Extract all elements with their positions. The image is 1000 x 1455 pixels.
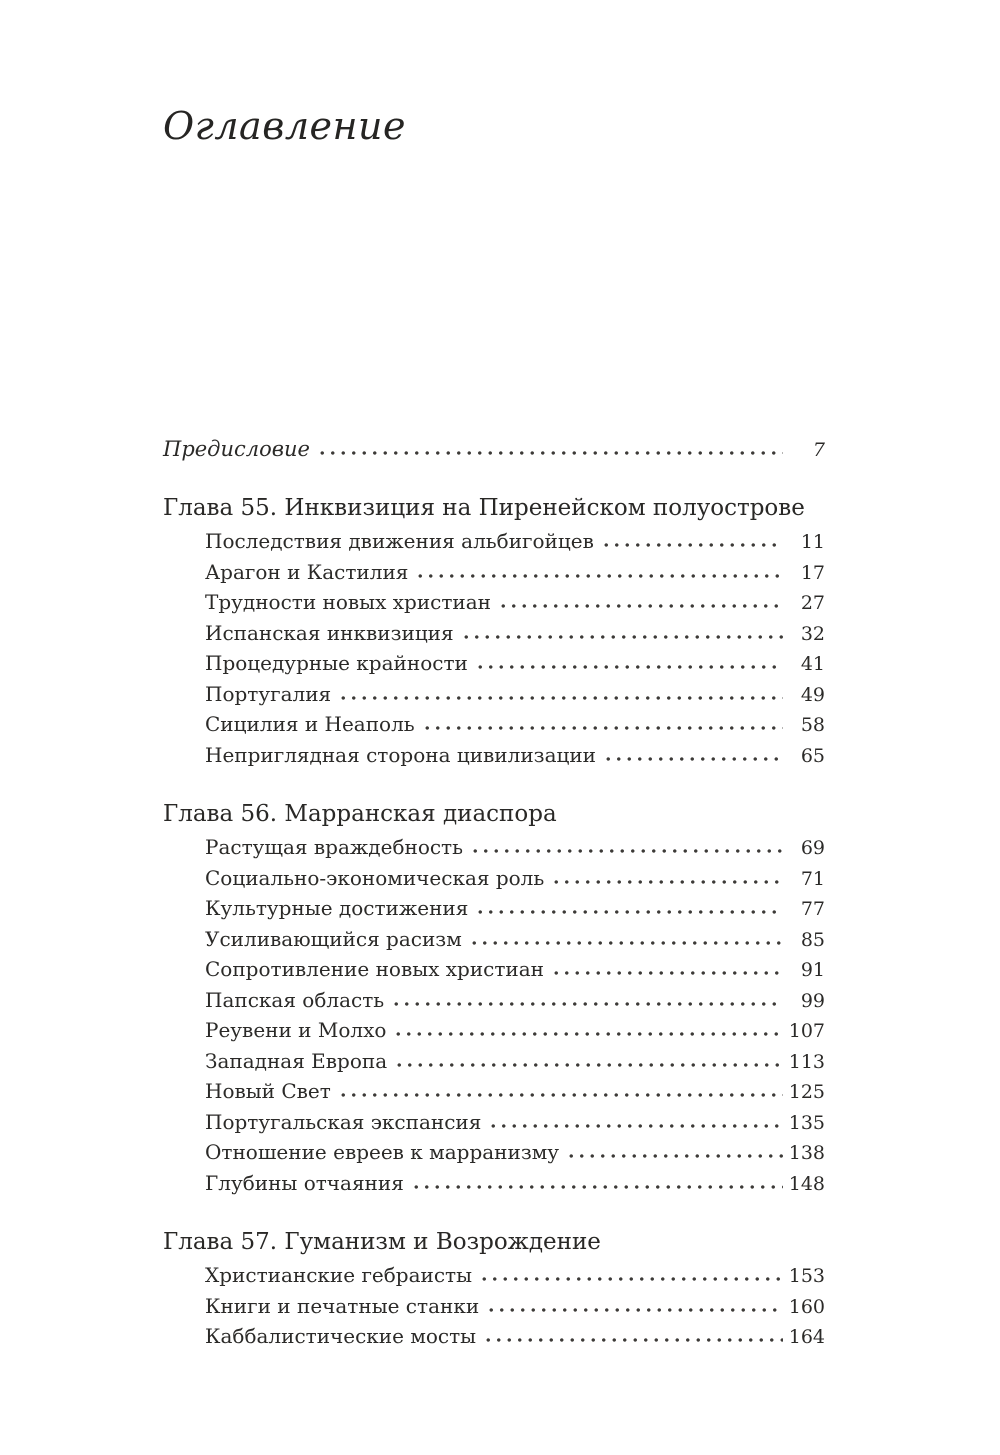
toc-entry-label: Книги и печатные станки	[205, 1293, 480, 1318]
toc-entry-label: Культурные достижения	[205, 896, 469, 921]
toc-entry-page: 58	[800, 714, 825, 737]
toc-entry-preface	[163, 437, 825, 468]
toc-entry	[163, 927, 825, 958]
toc-entry-label: Процедурные крайности	[205, 651, 468, 676]
table-of-contents	[163, 437, 825, 1355]
toc-entry-page: 17	[800, 561, 825, 584]
dot-leader	[422, 724, 783, 731]
toc-entry-label: Социально-экономическая роль	[205, 865, 545, 890]
toc-entry-label: Растущая враждебность	[205, 835, 464, 860]
toc-entry-page: 107	[788, 1020, 825, 1043]
dot-leader	[475, 908, 783, 915]
toc-section-items	[163, 835, 825, 1201]
toc-entry-label: Реувени и Молхо	[205, 1018, 387, 1043]
toc-entry-page: 85	[800, 928, 825, 951]
dot-leader	[603, 755, 783, 762]
dot-leader	[338, 694, 783, 701]
dot-leader	[470, 847, 783, 854]
toc-entry	[163, 1294, 825, 1325]
toc-entry	[163, 866, 825, 897]
toc-entry-page: 113	[788, 1050, 825, 1073]
toc-entry-page: 7	[812, 438, 825, 461]
toc-entry	[163, 835, 825, 866]
dot-leader	[486, 1306, 783, 1313]
toc-entry	[163, 712, 825, 743]
toc-entry-label: Папская область	[205, 987, 385, 1012]
toc-entry-label: Новый Свет	[205, 1079, 331, 1104]
dot-leader	[483, 1336, 783, 1343]
toc-entry-page: 27	[800, 592, 825, 615]
toc-entry-page: 125	[788, 1081, 825, 1104]
toc-entry-page: 160	[788, 1295, 825, 1318]
toc-entry-label: Испанская инквизиция	[205, 620, 454, 645]
toc-section-items	[163, 529, 825, 773]
toc-entry-label: Предисловие	[163, 436, 310, 461]
toc-entry-page: 41	[800, 653, 825, 676]
toc-entry-page: 91	[800, 959, 825, 982]
dot-leader	[393, 1030, 783, 1037]
dot-leader	[475, 663, 783, 670]
toc-entry	[163, 743, 825, 774]
toc-entry	[163, 682, 825, 713]
toc-entry	[163, 1263, 825, 1294]
toc-section	[163, 1226, 825, 1355]
toc-entry	[163, 651, 825, 682]
toc-entry-page: 164	[788, 1326, 825, 1349]
dot-leader	[479, 1275, 783, 1282]
toc-entry-label: Неприглядная сторона цивилизации	[205, 742, 597, 767]
toc-section-items	[163, 1263, 825, 1355]
toc-entry-page: 32	[800, 622, 825, 645]
toc-entry	[163, 1110, 825, 1141]
toc-entry-label: Глубины отчаяния	[205, 1170, 404, 1195]
toc-entry	[163, 560, 825, 591]
toc-entry-label: Отношение евреев к марранизму	[205, 1140, 560, 1165]
toc-entry-label: Каббалистические мосты	[205, 1324, 477, 1349]
toc-entry-label: Христианские гебраисты	[205, 1263, 473, 1288]
toc-entry	[163, 988, 825, 1019]
toc-entry	[163, 1171, 825, 1202]
toc-entry-page: 71	[800, 867, 825, 890]
toc-section-heading: Глава 55. Инквизиция на Пиренейском полуострове	[163, 495, 805, 522]
toc-entry-page: 69	[800, 837, 825, 860]
toc-entry-label: Португалия	[205, 681, 332, 706]
toc-content	[163, 105, 825, 1355]
toc-section	[163, 492, 825, 773]
dot-leader	[391, 1000, 783, 1007]
toc-entry	[163, 1140, 825, 1171]
dot-leader	[394, 1061, 783, 1068]
toc-entry-label: Трудности новых христиан	[205, 590, 491, 615]
toc-entry	[163, 529, 825, 560]
dot-leader	[415, 572, 783, 579]
toc-sections	[163, 492, 825, 1355]
toc-entry-label: Португальская экспансия	[205, 1109, 482, 1134]
dot-leader	[566, 1152, 783, 1159]
toc-entry-page: 77	[800, 898, 825, 921]
toc-entry-label: Усиливающийся расизм	[205, 926, 462, 951]
toc-entry	[163, 1049, 825, 1080]
toc-entry	[163, 957, 825, 988]
toc-entry-page: 135	[788, 1111, 825, 1134]
toc-entry	[163, 1079, 825, 1110]
toc-entry-page: 148	[788, 1172, 825, 1195]
dot-leader	[551, 969, 783, 976]
toc-entry-label: Западная Европа	[205, 1048, 388, 1073]
toc-entry-page: 49	[800, 683, 825, 706]
dot-leader	[317, 449, 783, 456]
toc-entry-label: Последствия движения альбигойцев	[205, 529, 594, 554]
toc-entry	[163, 1324, 825, 1355]
dot-leader	[411, 1183, 783, 1190]
dot-leader	[488, 1122, 783, 1129]
toc-entry	[163, 1018, 825, 1049]
toc-entry-label: Сицилия и Неаполь	[205, 712, 415, 737]
dot-leader	[551, 878, 783, 885]
dot-leader	[461, 633, 783, 640]
dot-leader	[338, 1091, 783, 1098]
toc-entry-page: 11	[800, 531, 825, 554]
toc-entry-label: Арагон и Кастилия	[205, 559, 409, 584]
page-title: Оглавление	[163, 104, 407, 148]
toc-entry	[163, 590, 825, 621]
dot-leader	[498, 602, 783, 609]
dot-leader	[469, 939, 783, 946]
toc-entry-page: 153	[788, 1265, 825, 1288]
toc-entry	[163, 896, 825, 927]
toc-entry-page: 99	[800, 989, 825, 1012]
toc-entry-page: 65	[800, 744, 825, 767]
dot-leader	[601, 541, 783, 548]
toc-section	[163, 798, 825, 1201]
toc-entry-label: Сопротивление новых христиан	[205, 957, 545, 982]
toc-section-heading: Глава 57. Гуманизм и Возрождение	[163, 1229, 601, 1256]
toc-section-heading: Глава 56. Марранская диаспора	[163, 801, 557, 828]
toc-entry-page: 138	[788, 1142, 825, 1165]
toc-entry	[163, 621, 825, 652]
